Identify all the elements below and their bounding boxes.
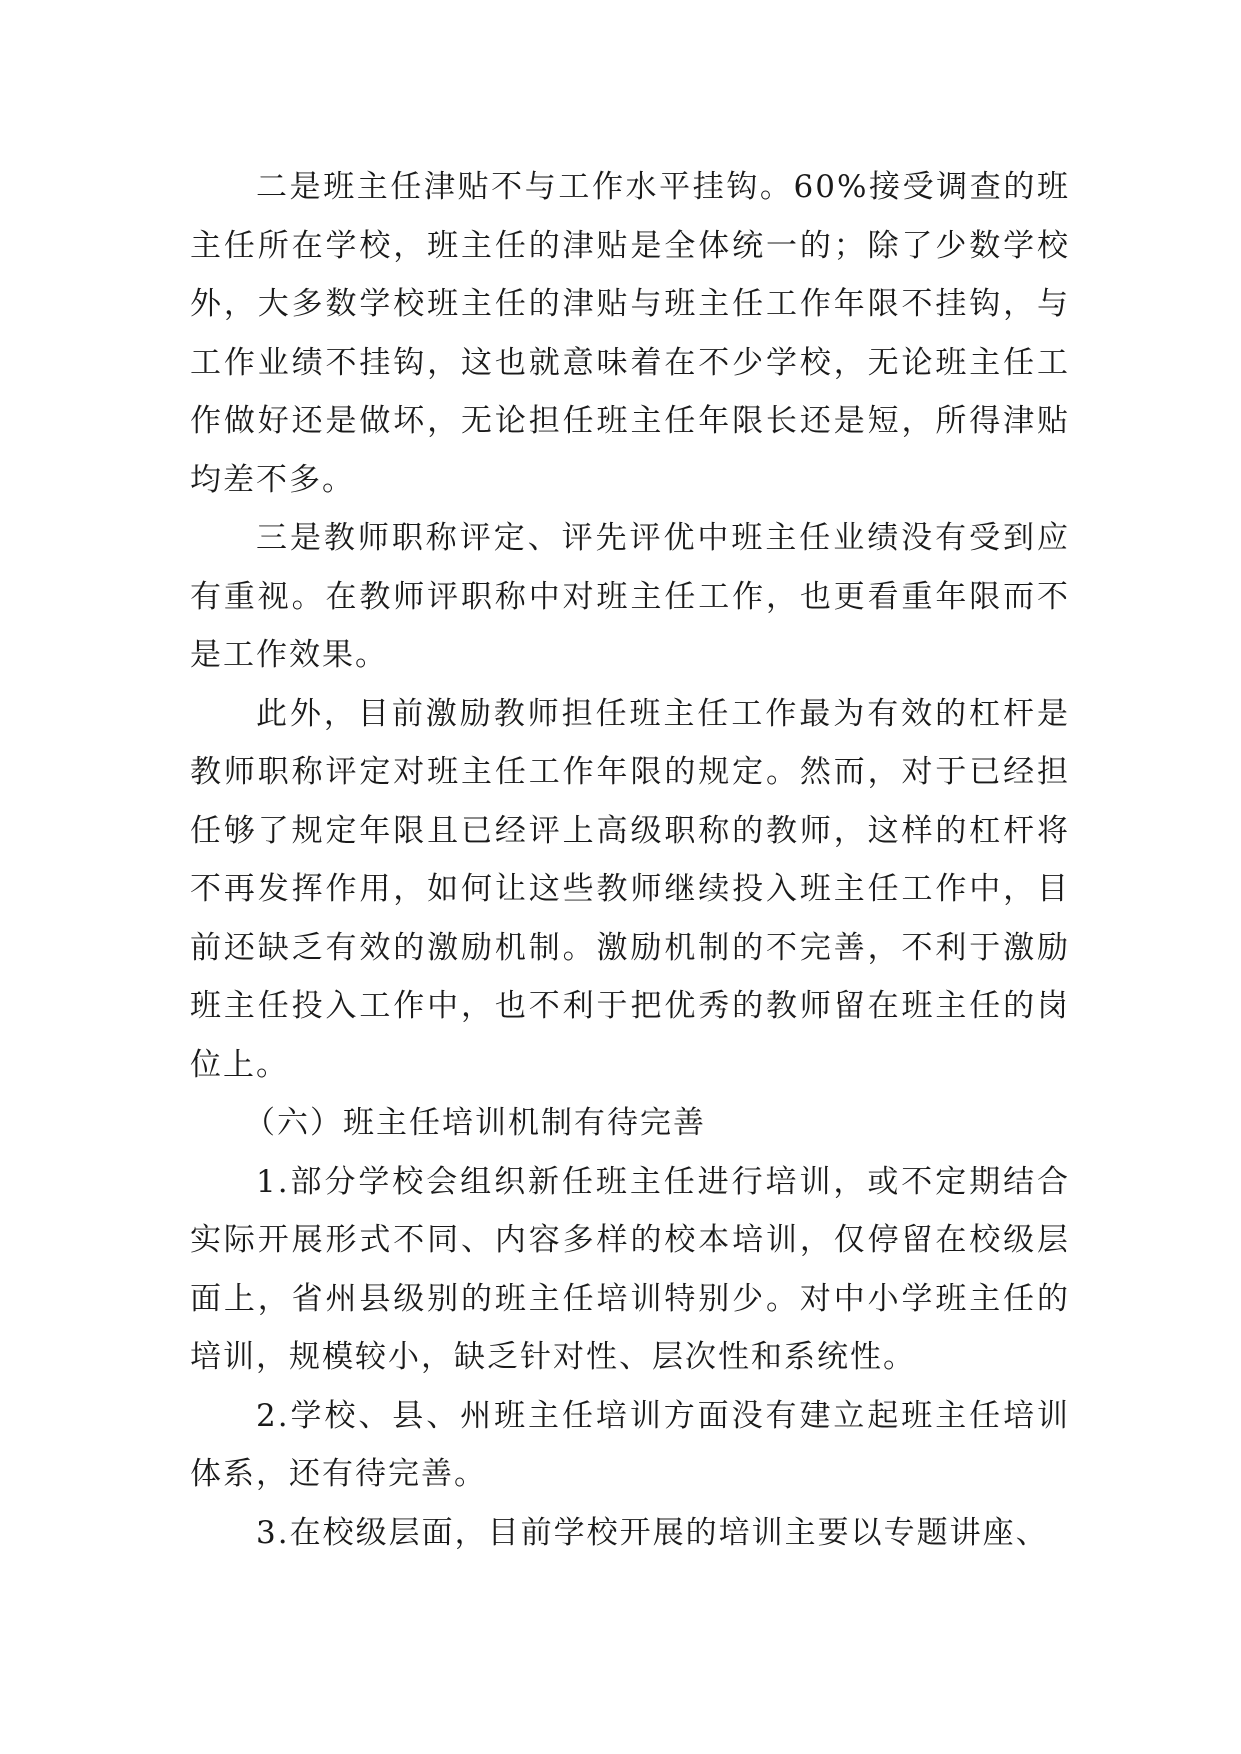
section-heading: （六）班主任培训机制有待完善 [244,1105,706,1141]
document-body [190,158,1070,1562]
paragraph-title-evaluation: 三是教师职称评定、评先评优中班主任业绩没有受到应有重视。在教师评职称中对班主任工作，也更看重年限而不是工作效果。 [190,520,1070,673]
paragraph-incentive: 此外，目前激励教师担任班主任工作最为有效的杠杆是教师职称评定对班主任工作年限的规定。然而，对于已经担任够了规定年限且已经评上高级职称的教师，这样的杠杆将不再发挥作用，如何让这些教师继续投入班主任工作中，目前还缺乏有效的激励机制。激励机制的不完善，不利于激励班主任投入工作中，也不利于把优秀的教师留在班主任的岗位上。 [190,695,1070,1083]
paragraph-allowance: 二是班主任津贴不与工作水平挂钩。60%接受调查的班主任所在学校，班主任的津贴是全体统一的；除了少数学校外，大多数学校班主任的津贴与班主任工作年限不挂钩，与工作业绩不挂钩，这也就意味着在不少学校，无论班主任工作做好还是做坏，无论担任班主任年限长还是短，所得津贴均差不多。 [190,169,1070,498]
list-item: 1.部分学校会组织新任班主任进行培训，或不定期结合实际开展形式不同、内容多样的校本培训，仅停留在校级层面上，省州县级别的班主任培训特别少。对中小学班主任的培训，规模较小，缺乏针对性、层次性和系统性。 [190,1163,1070,1375]
list-item: 2.学校、县、州班主任培训方面没有建立起班主任培训体系，还有待完善。 [190,1397,1070,1492]
list-item: 3.在校级层面，目前学校开展的培训主要以专题讲座、 [256,1514,1049,1551]
